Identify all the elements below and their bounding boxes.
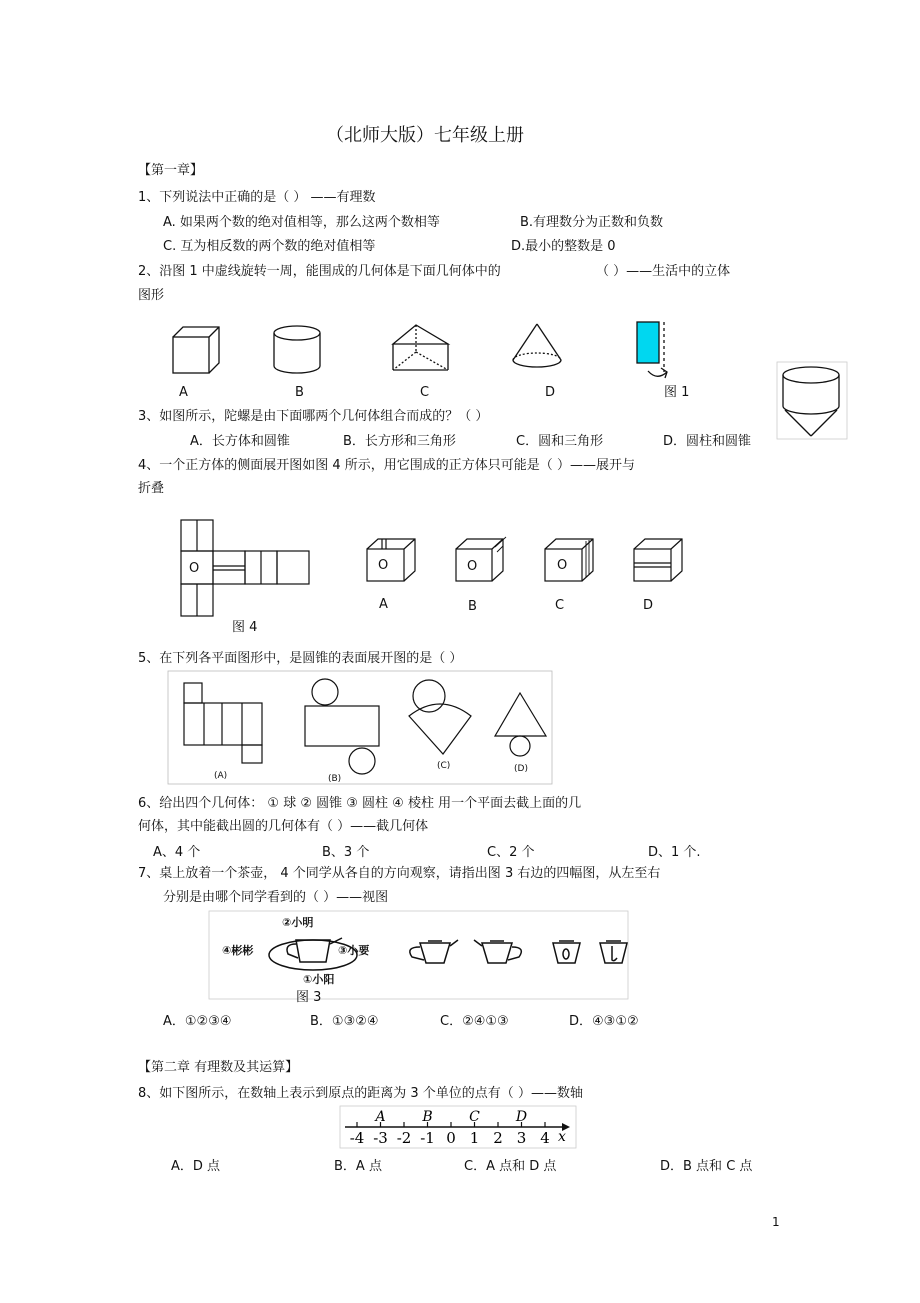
tick-label: -4 [349,1129,365,1147]
q1-stem: 1、下列说法中正确的是（ ） ——有理数 [138,190,376,205]
tick-label: -1 [420,1129,435,1147]
q5-label-d: (D) [514,764,528,774]
q4-label-d: D [643,598,654,613]
q4-stem: 4、一个正方体的侧面展开图如图 4 所示，用它围成的正方体只可能是（ ）——展开与 [138,458,635,473]
tick-label: 3 [516,1129,527,1147]
observer-xiaoming: ②小明 [282,916,314,929]
figure-1-caption: 图 1 [664,385,690,400]
tick-label: 1 [469,1129,480,1147]
q2-label-b: B [295,385,304,400]
q7-stem: 7、桌上放着一个茶壶， 4 个同学从各自的方向观察，请指出图 3 右边的四幅图，从左至右 [138,866,661,881]
q5-stem: 5、在下列各平面图形中，是圆锥的表面展开图的是（ ） [138,651,463,666]
q4-stem-cont: 折叠 [138,481,165,496]
net-face-o: O [189,561,200,576]
q1-option-a: A. 如果两个数的绝对值相等，那么这两个数相等 [163,215,440,230]
q3-option-d: D．圆柱和圆锥 [663,434,752,449]
observer-xiaoyang: ①小阳 [303,973,335,986]
q2-stem: 2、沿图 1 中虚线旋转一周，能围成的几何体是下面几何体中的 [138,264,501,279]
q5-label-b: (B) [328,774,342,784]
tick-label: 2 [493,1129,503,1147]
q1-option-d: D.最小的整数是 0 [511,239,616,254]
q2-label-a: A [179,385,188,400]
cube-a-face-o: O [378,558,389,573]
q6-option-d: D、1 个. [648,845,701,860]
q6-stem: 6、给出四个几何体： ① 球 ② 圆锥 ③ 圆柱 ④ 棱柱 用一个平面去截上面的几 [138,796,582,811]
q8-option-c: C．A 点和 D 点 [464,1159,557,1174]
q5-label-c: (C) [437,761,451,771]
q6-option-a: A、4 个 [153,845,201,860]
q3-option-a: A．长方体和圆锥 [190,434,290,449]
q3-option-c: C．圆和三角形 [516,434,604,449]
cube-b-face-o: O [467,559,478,574]
q7-option-a: A．①②③④ [163,1014,232,1029]
axis-label: x [558,1129,566,1145]
tick-label: 4 [540,1129,550,1147]
figure-4-caption: 图 4 [232,620,258,635]
chapter-2-heading: 【第二章 有理数及其运算】 [138,1060,299,1075]
q1-option-b: B.有理数分为正数和负数 [520,215,664,230]
point-label-d: D [515,1109,528,1125]
q6-stem-cont: 何体，其中能截出圆的几何体有（ ）——截几何体 [138,819,429,834]
tick-label: -3 [373,1129,388,1147]
tick-label: -2 [396,1129,412,1147]
q3-stem: 3、如图所示，陀螺是由下面哪两个几何体组合而成的？（ ） [138,409,489,424]
q2-label-c: C [420,385,430,400]
q7-option-b: B．①③②④ [310,1014,379,1029]
observer-xiaoyao: ③小要 [338,944,370,957]
point-label-a: A [375,1109,386,1125]
q4-label-a: A [379,597,388,612]
cube-c-face-o: O [557,558,568,573]
q2-stem-tail: （ ）——生活中的立体 [596,264,731,279]
q6-option-c: C、2 个 [487,845,535,860]
q8-option-b: B．A 点 [334,1159,382,1174]
q3-option-b: B．长方形和三角形 [343,434,456,449]
observer-binbin: ④彬彬 [222,944,254,957]
q8-stem: 8、如下图所示，在数轴上表示到原点的距离为 3 个单位的点有（ ）——数轴 [138,1086,583,1101]
figure-3-caption: 图 3 [296,990,322,1005]
point-label-c: C [469,1109,480,1125]
point-label-b: B [422,1109,433,1125]
q6-option-b: B、3 个 [322,845,370,860]
page-title: （北师大版）七年级上册 [326,125,524,146]
q7-option-d: D．④③①② [569,1014,639,1029]
q4-label-c: C [555,598,565,613]
page-number: 1 [772,1215,780,1229]
q7-stem-cont: 分别是由哪个同学看到的（ ）——视图 [163,890,389,905]
q2-label-d: D [545,385,556,400]
q2-stem-cont: 图形 [138,288,165,303]
q7-option-c: C．②④①③ [440,1014,509,1029]
q1-option-c: C. 互为相反数的两个数的绝对值相等 [163,239,376,254]
q5-label-a: (A) [214,771,228,781]
q8-option-d: D．B 点和 C 点 [660,1159,753,1174]
q8-option-a: A．D 点 [171,1159,221,1174]
q4-label-b: B [468,599,477,614]
chapter-1-heading: 【第一章】 [138,163,204,178]
tick-label: 0 [446,1129,456,1147]
